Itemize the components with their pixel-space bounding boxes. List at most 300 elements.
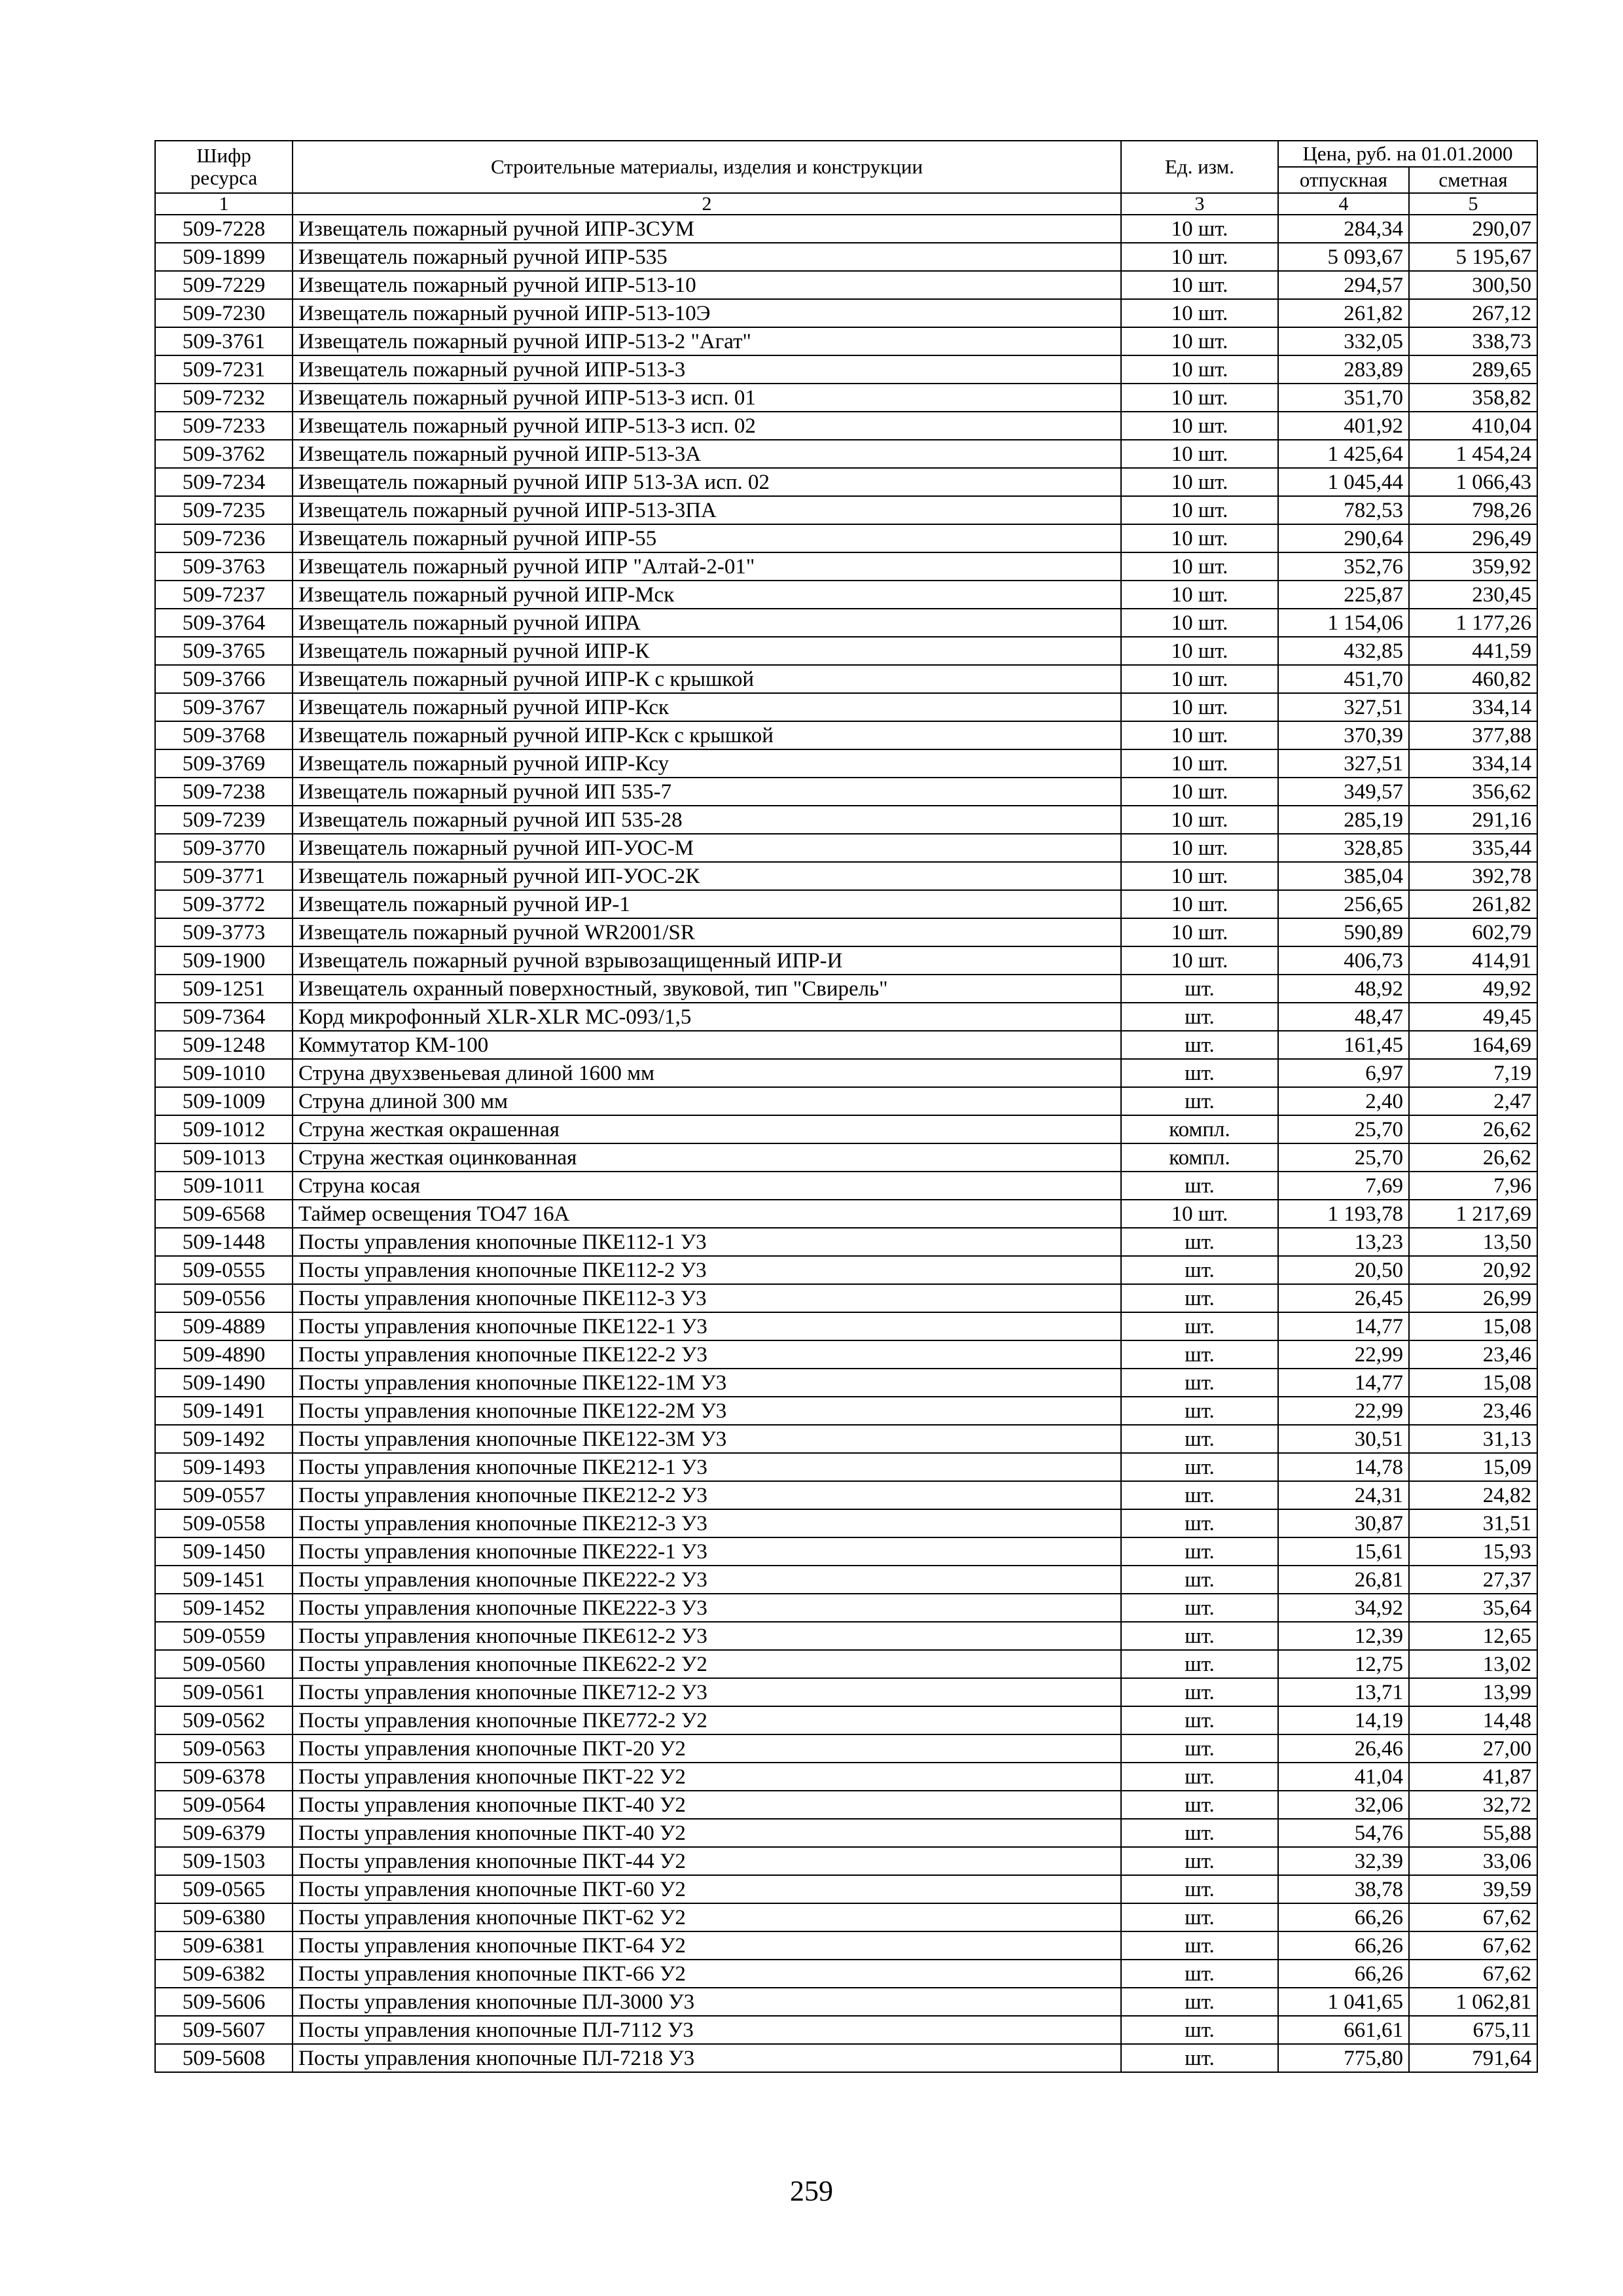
price-estimate: 675,11	[1409, 2016, 1537, 2044]
material-name: Извещатель пожарный ручной ИПР-3СУМ	[293, 215, 1121, 243]
material-name: Посты управления кнопочные ПКЕ212-3 У3	[293, 1509, 1121, 1537]
unit: 10 шт.	[1121, 1200, 1278, 1228]
price-estimate: 35,64	[1409, 1594, 1537, 1622]
price-release: 283,89	[1278, 355, 1409, 384]
price-release: 661,61	[1278, 2016, 1409, 2044]
unit: 10 шт.	[1121, 468, 1278, 496]
price-release: 370,39	[1278, 721, 1409, 749]
material-name: Извещатель пожарный ручной ИПР-513-3	[293, 355, 1121, 384]
table-row	[155, 1340, 1537, 1369]
table-row	[155, 384, 1537, 412]
price-release: 432,85	[1278, 637, 1409, 665]
unit: 10 шт.	[1121, 355, 1278, 384]
unit: шт.	[1121, 975, 1278, 1003]
table-row	[155, 637, 1537, 665]
unit: 10 шт.	[1121, 946, 1278, 975]
unit: 10 шт.	[1121, 721, 1278, 749]
table-row	[155, 890, 1537, 918]
table-row	[155, 327, 1537, 355]
resource-code: 509-3764	[155, 609, 293, 637]
unit: шт.	[1121, 1960, 1278, 1988]
resource-code: 509-6568	[155, 1200, 293, 1228]
price-release: 328,85	[1278, 834, 1409, 862]
material-name: Посты управления кнопочные ПКЕ612-2 У3	[293, 1622, 1121, 1650]
table-row	[155, 665, 1537, 693]
price-release: 327,51	[1278, 693, 1409, 721]
table-row	[155, 1284, 1537, 1312]
price-release: 351,70	[1278, 384, 1409, 412]
unit: шт.	[1121, 2016, 1278, 2044]
table-row	[155, 1847, 1537, 1875]
material-name: Извещатель пожарный ручной WR2001/SR	[293, 918, 1121, 946]
resource-code: 509-6381	[155, 1931, 293, 1960]
unit: шт.	[1121, 1284, 1278, 1312]
table-row	[155, 215, 1537, 243]
unit: 10 шт.	[1121, 862, 1278, 890]
resource-code: 509-5608	[155, 2044, 293, 2072]
price-estimate: 267,12	[1409, 299, 1537, 327]
material-name: Извещатель пожарный ручной ИР-1	[293, 890, 1121, 918]
material-name: Посты управления кнопочные ПКТ-40 У2	[293, 1819, 1121, 1847]
table-row	[155, 1763, 1537, 1791]
unit: 10 шт.	[1121, 581, 1278, 609]
table-row	[155, 1509, 1537, 1537]
header-price-release: отпускная	[1278, 167, 1409, 193]
unit: шт.	[1121, 1340, 1278, 1369]
price-release: 294,57	[1278, 271, 1409, 299]
price-estimate: 338,73	[1409, 327, 1537, 355]
price-estimate: 13,50	[1409, 1228, 1537, 1256]
material-name: Посты управления кнопочные ПКЕ222-1 У3	[293, 1537, 1121, 1566]
unit: шт.	[1121, 1847, 1278, 1875]
price-estimate: 1 217,69	[1409, 1200, 1537, 1228]
table-row	[155, 806, 1537, 834]
table-row	[155, 1115, 1537, 1143]
table-row	[155, 1537, 1537, 1566]
price-release: 7,69	[1278, 1172, 1409, 1200]
resource-code: 509-3771	[155, 862, 293, 890]
table-row	[155, 918, 1537, 946]
price-estimate: 358,82	[1409, 384, 1537, 412]
price-estimate: 13,99	[1409, 1678, 1537, 1706]
price-estimate: 31,13	[1409, 1425, 1537, 1453]
unit: шт.	[1121, 1791, 1278, 1819]
material-name: Извещатель пожарный ручной ИПР-К с крышкой	[293, 665, 1121, 693]
price-release: 66,26	[1278, 1903, 1409, 1931]
price-release: 1 193,78	[1278, 1200, 1409, 1228]
resource-code: 509-7237	[155, 581, 293, 609]
resource-code: 509-1248	[155, 1031, 293, 1059]
price-release: 24,31	[1278, 1481, 1409, 1509]
material-name: Извещатель пожарный ручной ИПР-К	[293, 637, 1121, 665]
unit: шт.	[1121, 1594, 1278, 1622]
resource-code: 509-7364	[155, 1003, 293, 1031]
resource-code: 509-1900	[155, 946, 293, 975]
table-row	[155, 1650, 1537, 1678]
price-estimate: 414,91	[1409, 946, 1537, 975]
resource-code: 509-1448	[155, 1228, 293, 1256]
price-release: 25,70	[1278, 1143, 1409, 1172]
unit: шт.	[1121, 1650, 1278, 1678]
material-name: Извещатель пожарный ручной ИПР "Алтай-2-01"	[293, 552, 1121, 581]
unit: шт.	[1121, 1003, 1278, 1031]
material-name: Посты управления кнопочные ПКТ-20 У2	[293, 1734, 1121, 1763]
header-name: Строительные материалы, изделия и конструкции	[293, 141, 1121, 193]
price-release: 5 093,67	[1278, 243, 1409, 271]
price-release: 15,61	[1278, 1537, 1409, 1566]
price-release: 13,71	[1278, 1678, 1409, 1706]
price-release: 385,04	[1278, 862, 1409, 890]
price-estimate: 67,62	[1409, 1960, 1537, 1988]
price-release: 290,64	[1278, 524, 1409, 552]
table-row	[155, 440, 1537, 468]
material-name: Извещатель пожарный ручной ИП-УОС-2К	[293, 862, 1121, 890]
price-estimate: 356,62	[1409, 778, 1537, 806]
price-estimate: 20,92	[1409, 1256, 1537, 1284]
resource-code: 509-0556	[155, 1284, 293, 1312]
resource-code: 509-6379	[155, 1819, 293, 1847]
table-row	[155, 1622, 1537, 1650]
price-estimate: 460,82	[1409, 665, 1537, 693]
price-release: 13,23	[1278, 1228, 1409, 1256]
material-name: Извещатель пожарный ручной ИП-УОС-М	[293, 834, 1121, 862]
material-name: Извещатель пожарный ручной ИПР 513-3А исп. 02	[293, 468, 1121, 496]
resource-code: 509-3761	[155, 327, 293, 355]
resource-code: 509-1490	[155, 1369, 293, 1397]
price-release: 38,78	[1278, 1875, 1409, 1903]
material-name: Струна длиной 300 мм	[293, 1087, 1121, 1115]
table-row	[155, 1059, 1537, 1087]
price-release: 332,05	[1278, 327, 1409, 355]
price-release: 30,51	[1278, 1425, 1409, 1453]
price-release: 30,87	[1278, 1509, 1409, 1537]
unit: 10 шт.	[1121, 524, 1278, 552]
price-estimate: 296,49	[1409, 524, 1537, 552]
price-release: 401,92	[1278, 412, 1409, 440]
unit: шт.	[1121, 1509, 1278, 1537]
resource-code: 509-6378	[155, 1763, 293, 1791]
unit: 10 шт.	[1121, 918, 1278, 946]
table-row	[155, 412, 1537, 440]
price-estimate: 1 066,43	[1409, 468, 1537, 496]
material-name: Посты управления кнопочные ПКЕ222-2 У3	[293, 1566, 1121, 1594]
material-name: Посты управления кнопочные ПКТ-66 У2	[293, 1960, 1121, 1988]
material-name: Таймер освещения ТО47 16А	[293, 1200, 1121, 1228]
table-row	[155, 1425, 1537, 1453]
unit: 10 шт.	[1121, 384, 1278, 412]
price-estimate: 441,59	[1409, 637, 1537, 665]
header-unit: Ед. изм.	[1121, 141, 1278, 193]
resource-code: 509-7239	[155, 806, 293, 834]
unit: 10 шт.	[1121, 496, 1278, 524]
resource-code: 509-7234	[155, 468, 293, 496]
unit: шт.	[1121, 1622, 1278, 1650]
price-estimate: 410,04	[1409, 412, 1537, 440]
material-name: Извещатель пожарный ручной ИПР-513-10	[293, 271, 1121, 299]
price-estimate: 300,50	[1409, 271, 1537, 299]
price-estimate: 33,06	[1409, 1847, 1537, 1875]
material-name: Посты управления кнопочные ПКЕ712-2 У3	[293, 1678, 1121, 1706]
price-release: 54,76	[1278, 1819, 1409, 1847]
resource-code: 509-4890	[155, 1340, 293, 1369]
material-name: Извещатель пожарный ручной ИПР-Кск	[293, 693, 1121, 721]
material-name: Посты управления кнопочные ПКТ-64 У2	[293, 1931, 1121, 1960]
material-name: Извещатель пожарный ручной ИПР-513-10Э	[293, 299, 1121, 327]
table-row	[155, 1031, 1537, 1059]
table-row	[155, 1903, 1537, 1931]
price-estimate: 26,62	[1409, 1115, 1537, 1143]
resource-code: 509-7228	[155, 215, 293, 243]
table-row	[155, 1369, 1537, 1397]
resource-code: 509-3770	[155, 834, 293, 862]
table-row	[155, 1172, 1537, 1200]
unit: 10 шт.	[1121, 412, 1278, 440]
price-estimate: 15,08	[1409, 1312, 1537, 1340]
price-estimate: 359,92	[1409, 552, 1537, 581]
price-estimate: 27,37	[1409, 1566, 1537, 1594]
table-row	[155, 1678, 1537, 1706]
table-row	[155, 271, 1537, 299]
table-row	[155, 1734, 1537, 1763]
price-release: 6,97	[1278, 1059, 1409, 1087]
material-name: Извещатель пожарный ручной взрывозащищенный ИПР-И	[293, 946, 1121, 975]
table-row	[155, 2016, 1537, 2044]
unit: 10 шт.	[1121, 749, 1278, 778]
resource-code: 509-0565	[155, 1875, 293, 1903]
unit: 10 шт.	[1121, 778, 1278, 806]
price-estimate: 1 454,24	[1409, 440, 1537, 468]
price-release: 14,77	[1278, 1369, 1409, 1397]
price-release: 32,39	[1278, 1847, 1409, 1875]
unit: шт.	[1121, 1453, 1278, 1481]
table-row	[155, 1706, 1537, 1734]
material-name: Извещатель пожарный ручной ИП 535-28	[293, 806, 1121, 834]
resource-code: 509-3767	[155, 693, 293, 721]
material-name: Посты управления кнопочные ПЛ-3000 У3	[293, 1988, 1121, 2016]
table-row	[155, 1003, 1537, 1031]
material-name: Посты управления кнопочные ПКЕ122-3М У3	[293, 1425, 1121, 1453]
unit: шт.	[1121, 1706, 1278, 1734]
price-table-header	[155, 141, 1537, 215]
price-release: 352,76	[1278, 552, 1409, 581]
unit: шт.	[1121, 1988, 1278, 2016]
price-release: 451,70	[1278, 665, 1409, 693]
material-name: Посты управления кнопочные ПКЕ122-2 У3	[293, 1340, 1121, 1369]
header-code: Шифр ресурса	[155, 141, 293, 193]
unit: шт.	[1121, 1312, 1278, 1340]
price-release: 1 425,64	[1278, 440, 1409, 468]
resource-code: 509-7229	[155, 271, 293, 299]
unit: шт.	[1121, 1256, 1278, 1284]
resource-code: 509-3763	[155, 552, 293, 581]
price-estimate: 55,88	[1409, 1819, 1537, 1847]
unit: шт.	[1121, 1172, 1278, 1200]
price-release: 284,34	[1278, 215, 1409, 243]
unit: 10 шт.	[1121, 243, 1278, 271]
price-release: 2,40	[1278, 1087, 1409, 1115]
price-estimate: 23,46	[1409, 1340, 1537, 1369]
price-estimate: 13,02	[1409, 1650, 1537, 1678]
material-name: Посты управления кнопочные ПЛ-7112 У3	[293, 2016, 1121, 2044]
unit: шт.	[1121, 1228, 1278, 1256]
table-row	[155, 355, 1537, 384]
unit: 10 шт.	[1121, 552, 1278, 581]
material-name: Посты управления кнопочные ПКТ-60 У2	[293, 1875, 1121, 1903]
material-name: Посты управления кнопочные ПКЕ772-2 У2	[293, 1706, 1121, 1734]
price-release: 590,89	[1278, 918, 1409, 946]
price-estimate: 230,45	[1409, 581, 1537, 609]
price-estimate: 7,19	[1409, 1059, 1537, 1087]
price-release: 48,92	[1278, 975, 1409, 1003]
table-row	[155, 1312, 1537, 1340]
table-row	[155, 609, 1537, 637]
material-name: Струна косая	[293, 1172, 1121, 1200]
price-release: 14,78	[1278, 1453, 1409, 1481]
unit: шт.	[1121, 1763, 1278, 1791]
resource-code: 509-7233	[155, 412, 293, 440]
price-release: 1 045,44	[1278, 468, 1409, 496]
resource-code: 509-1012	[155, 1115, 293, 1143]
price-estimate: 798,26	[1409, 496, 1537, 524]
price-release: 32,06	[1278, 1791, 1409, 1819]
resource-code: 509-4889	[155, 1312, 293, 1340]
material-name: Извещатель пожарный ручной ИПР-513-3ПА	[293, 496, 1121, 524]
resource-code: 509-5606	[155, 1988, 293, 2016]
material-name: Коммутатор КМ-100	[293, 1031, 1121, 1059]
material-name: Струна двухзвеньевая длиной 1600 мм	[293, 1059, 1121, 1087]
price-release: 34,92	[1278, 1594, 1409, 1622]
material-name: Посты управления кнопочные ПЛ-7218 У3	[293, 2044, 1121, 2072]
price-release: 41,04	[1278, 1763, 1409, 1791]
price-release: 782,53	[1278, 496, 1409, 524]
material-name: Извещатель пожарный ручной ИПР-Мск	[293, 581, 1121, 609]
price-release: 256,65	[1278, 890, 1409, 918]
material-name: Посты управления кнопочные ПКЕ112-2 У3	[293, 1256, 1121, 1284]
table-row	[155, 1791, 1537, 1819]
table-row	[155, 1594, 1537, 1622]
table-row	[155, 524, 1537, 552]
table-row	[155, 468, 1537, 496]
resource-code: 509-7230	[155, 299, 293, 327]
material-name: Посты управления кнопочные ПКЕ122-2М У3	[293, 1397, 1121, 1425]
price-estimate: 26,99	[1409, 1284, 1537, 1312]
table-row	[155, 778, 1537, 806]
column-number: 5	[1409, 193, 1537, 215]
price-estimate: 15,09	[1409, 1453, 1537, 1481]
material-name: Посты управления кнопочные ПКТ-44 У2	[293, 1847, 1121, 1875]
page-number: 259	[790, 2175, 833, 2207]
table-row	[155, 862, 1537, 890]
material-name: Извещатель пожарный ручной ИП 535-7	[293, 778, 1121, 806]
unit: 10 шт.	[1121, 637, 1278, 665]
resource-code: 509-1451	[155, 1566, 293, 1594]
column-number: 3	[1121, 193, 1278, 215]
price-estimate: 1 177,26	[1409, 609, 1537, 637]
resource-code: 509-7236	[155, 524, 293, 552]
resource-code: 509-1452	[155, 1594, 293, 1622]
price-estimate: 39,59	[1409, 1875, 1537, 1903]
resource-code: 509-1450	[155, 1537, 293, 1566]
unit: шт.	[1121, 1566, 1278, 1594]
price-estimate: 49,45	[1409, 1003, 1537, 1031]
price-release: 22,99	[1278, 1340, 1409, 1369]
unit: 10 шт.	[1121, 215, 1278, 243]
price-estimate: 290,07	[1409, 215, 1537, 243]
price-estimate: 2,47	[1409, 1087, 1537, 1115]
resource-code: 509-7231	[155, 355, 293, 384]
price-estimate: 5 195,67	[1409, 243, 1537, 271]
unit: 10 шт.	[1121, 890, 1278, 918]
resource-code: 509-1010	[155, 1059, 293, 1087]
material-name: Струна жесткая окрашенная	[293, 1115, 1121, 1143]
table-row	[155, 299, 1537, 327]
table-row	[155, 1931, 1537, 1960]
material-name: Посты управления кнопочные ПКЕ212-2 У3	[293, 1481, 1121, 1509]
resource-code: 509-3766	[155, 665, 293, 693]
price-release: 25,70	[1278, 1115, 1409, 1143]
table-row	[155, 1960, 1537, 1988]
table-row	[155, 1143, 1537, 1172]
table-row	[155, 1087, 1537, 1115]
material-name: Извещатель пожарный ручной ИПР-513-3 исп. 02	[293, 412, 1121, 440]
unit: шт.	[1121, 1425, 1278, 1453]
price-estimate: 7,96	[1409, 1172, 1537, 1200]
material-name: Посты управления кнопочные ПКТ-40 У2	[293, 1791, 1121, 1819]
unit: 10 шт.	[1121, 665, 1278, 693]
table-row	[155, 693, 1537, 721]
header-price-estimate: сметная	[1409, 167, 1537, 193]
resource-code: 509-0555	[155, 1256, 293, 1284]
price-estimate: 49,92	[1409, 975, 1537, 1003]
price-estimate: 289,65	[1409, 355, 1537, 384]
table-row	[155, 946, 1537, 975]
unit: 10 шт.	[1121, 834, 1278, 862]
resource-code: 509-5607	[155, 2016, 293, 2044]
material-name: Посты управления кнопочные ПКЕ622-2 У2	[293, 1650, 1121, 1678]
material-name: Извещатель пожарный ручной ИПР-55	[293, 524, 1121, 552]
table-row	[155, 1200, 1537, 1228]
table-row	[155, 2044, 1537, 2072]
unit: 10 шт.	[1121, 609, 1278, 637]
unit: 10 шт.	[1121, 806, 1278, 834]
unit: 10 шт.	[1121, 271, 1278, 299]
price-estimate: 67,62	[1409, 1931, 1537, 1960]
table-row	[155, 496, 1537, 524]
unit: 10 шт.	[1121, 693, 1278, 721]
table-row	[155, 552, 1537, 581]
table-row	[155, 749, 1537, 778]
material-name: Извещатель пожарный ручной ИПРА	[293, 609, 1121, 637]
resource-code: 509-6382	[155, 1960, 293, 1988]
resource-code: 509-3772	[155, 890, 293, 918]
material-name: Посты управления кнопочные ПКЕ122-1 У3	[293, 1312, 1121, 1340]
price-release: 161,45	[1278, 1031, 1409, 1059]
material-name: Извещатель пожарный ручной ИПР-Кск с крышкой	[293, 721, 1121, 749]
material-name: Извещатель пожарный ручной ИПР-513-3 исп. 01	[293, 384, 1121, 412]
resource-code: 509-0564	[155, 1791, 293, 1819]
price-estimate: 1 062,81	[1409, 1988, 1537, 2016]
resource-code: 509-0557	[155, 1481, 293, 1509]
unit: шт.	[1121, 2044, 1278, 2072]
resource-code: 509-7238	[155, 778, 293, 806]
resource-code: 509-0563	[155, 1734, 293, 1763]
price-estimate: 291,16	[1409, 806, 1537, 834]
price-release: 26,81	[1278, 1566, 1409, 1594]
price-release: 14,19	[1278, 1706, 1409, 1734]
resource-code: 509-1503	[155, 1847, 293, 1875]
price-release: 26,45	[1278, 1284, 1409, 1312]
price-release: 12,75	[1278, 1650, 1409, 1678]
